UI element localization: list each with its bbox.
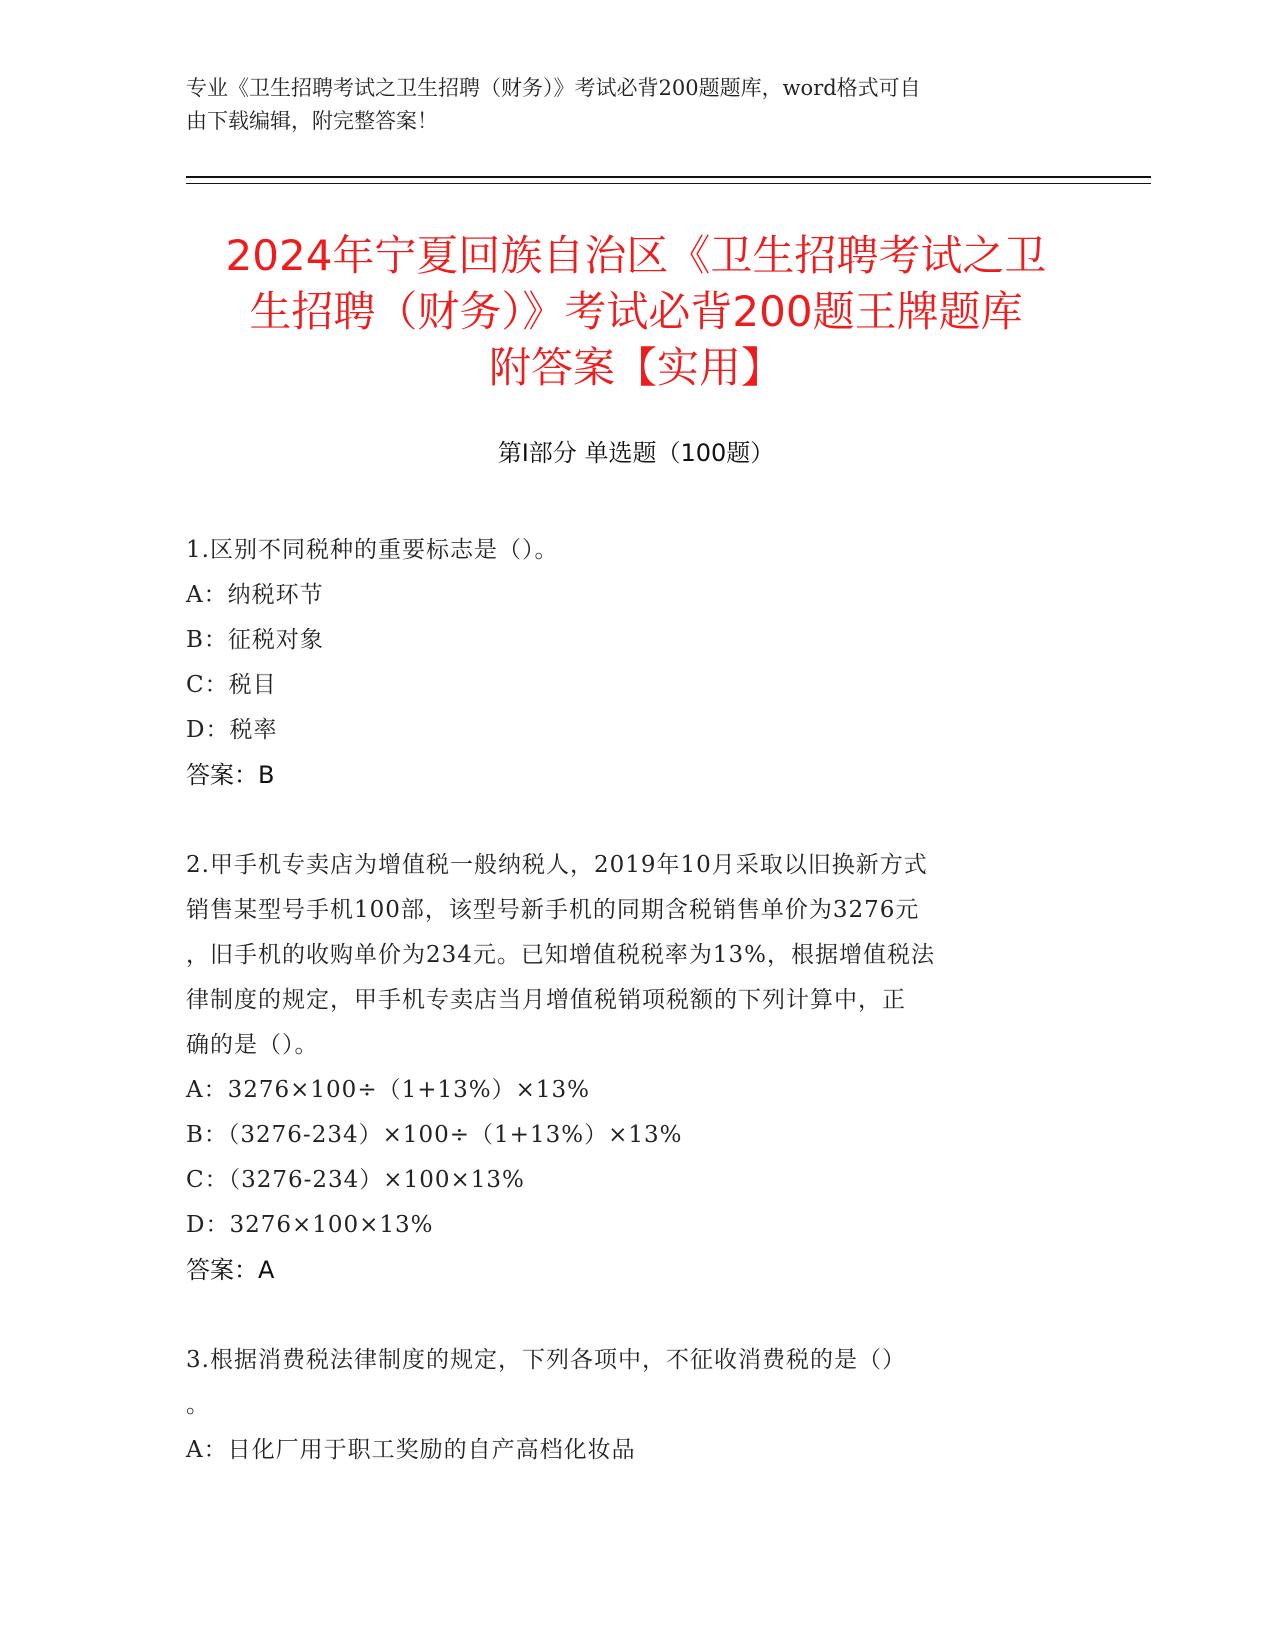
question-3: [186, 1338, 1086, 1473]
option-a: A：日化厂用于职工奖励的自产高档化妆品: [186, 1437, 636, 1463]
option-a: A：纳税环节: [186, 582, 324, 608]
option-b: B：（3276-234）×100÷（1+13%）×13%: [186, 1122, 683, 1148]
option-d: D：3276×100×13%: [186, 1212, 434, 1238]
option-d: D：税率: [186, 717, 278, 743]
option-c: C：税目: [186, 672, 277, 698]
question-stem: 2.甲手机专卖店为增值税一般纳税人，2019年10月采取以旧换新方式 销售某型号手机100部，该型号新手机的同期含税销售单价为3276元 ，旧手机的收购单价为234元。已知增值税税率为13%，根据增值税法 律制度的规定，甲手机专卖店当月增值税销项税额的下列计算中，正 确的是（）。: [186, 852, 936, 1058]
option-b: B：征税对象: [186, 627, 324, 653]
option-c: C：（3276-234）×100×13%: [186, 1167, 525, 1193]
header-divider-thin: [186, 183, 1151, 184]
header-note: 专业《卫生招聘考试之卫生招聘（财务）》考试必背200题题库，word格式可自 由下载编辑，附完整答案！: [186, 76, 921, 133]
option-a: A：3276×100÷（1+13%）×13%: [186, 1077, 591, 1103]
answer: 答案：B: [186, 761, 275, 789]
question-2: [186, 843, 1086, 1293]
header-divider-thick: [186, 176, 1151, 178]
question-list: [186, 528, 1086, 1473]
question-stem: 1.区别不同税种的重要标志是（）。: [186, 537, 559, 563]
section-heading: 第Ⅰ部分 单选题（100题）: [497, 439, 775, 467]
question-1: [186, 528, 1086, 798]
question-stem: 3.根据消费税法律制度的规定，下列各项中，不征收消费税的是（） 。: [186, 1347, 906, 1418]
answer: 答案：A: [186, 1256, 275, 1284]
document-title: 2024年宁夏回族自治区《卫生招聘考试之卫 生招聘（财务）》考试必背200题王牌题库 附答案【实用】: [225, 231, 1047, 392]
